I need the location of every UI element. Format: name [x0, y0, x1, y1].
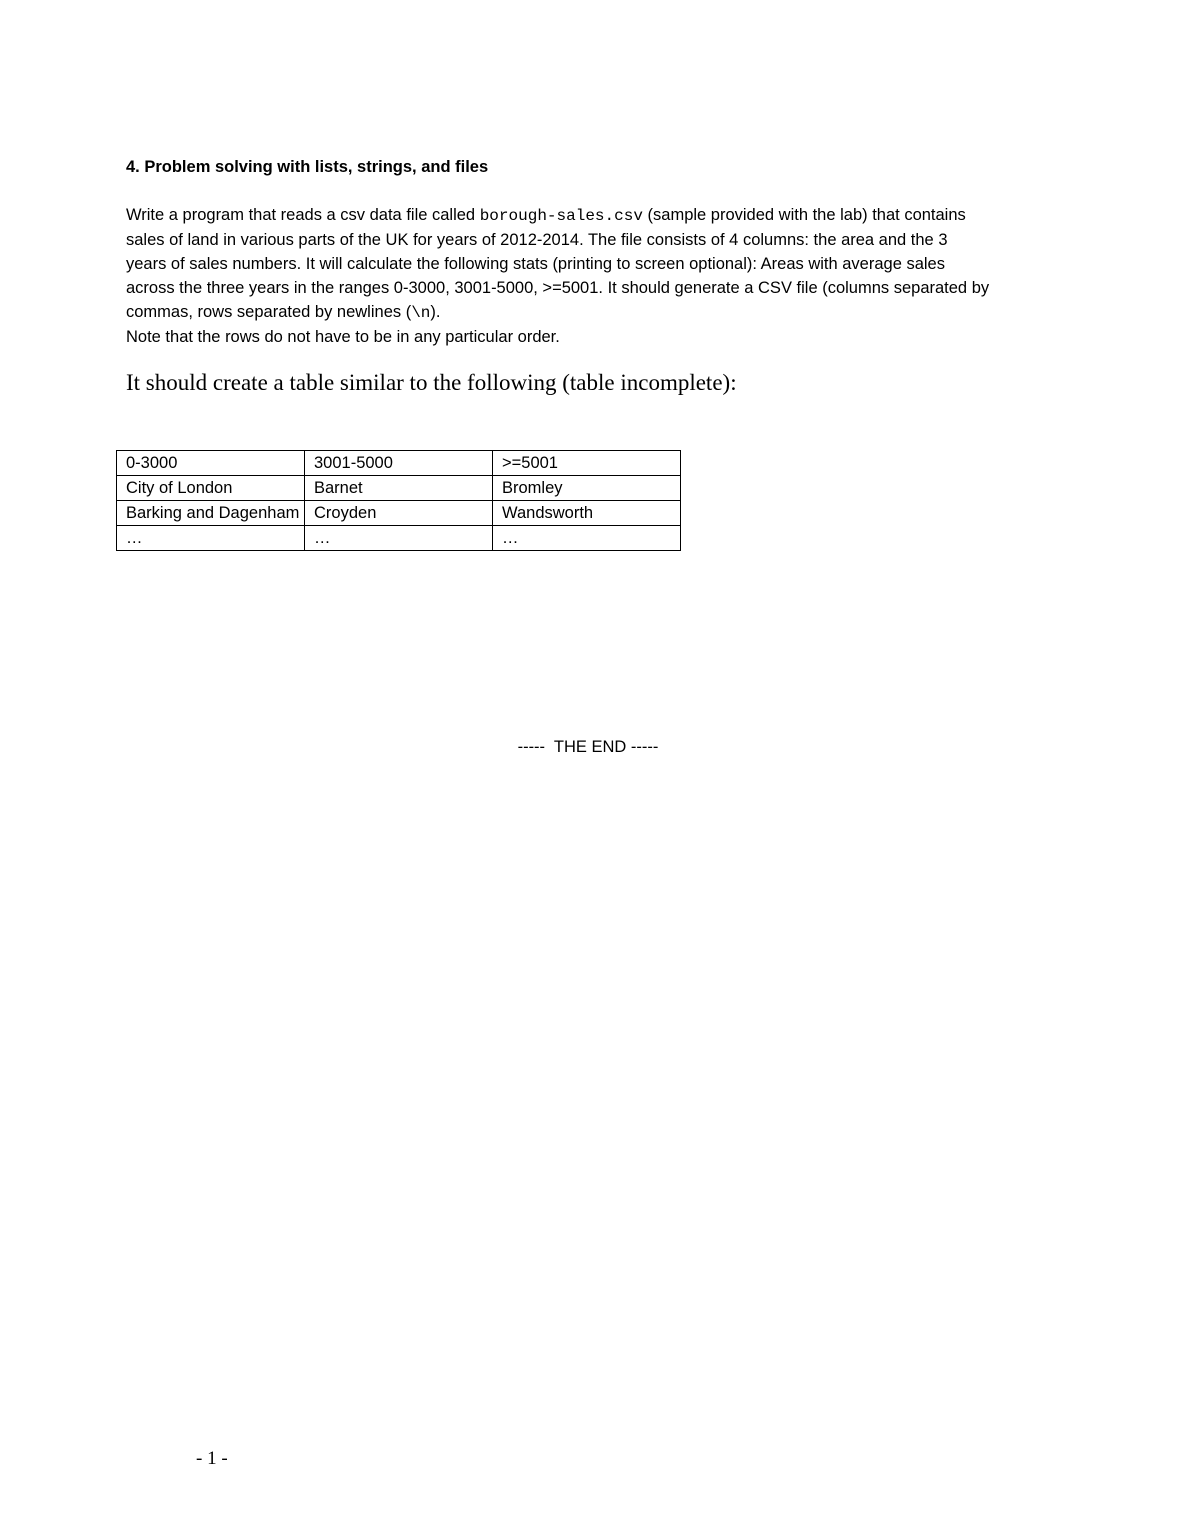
table-cell: … [305, 526, 493, 551]
table-row [117, 501, 681, 526]
description-text: (sample provided with the lab) that contains [642, 206, 966, 224]
description-line-3: years of sales numbers. It will calculate the following stats (printing to screen optional): Areas with average sales [126, 255, 945, 273]
table-row [117, 476, 681, 501]
table-cell: … [117, 526, 305, 551]
table-cell: Croyden [305, 501, 493, 526]
table-header-row [117, 451, 681, 476]
section-heading: 4. Problem solving with lists, strings, and files [126, 158, 489, 176]
description-line-1 [126, 203, 1056, 228]
description-text: commas, rows separated by newlines ( [126, 303, 412, 321]
table-row [117, 526, 681, 551]
table-cell: Barnet [305, 476, 493, 501]
table-cell: 3001-5000 [305, 451, 493, 476]
filename-code: borough-sales.csv [479, 207, 643, 225]
the-end-marker: ----- THE END ----- [517, 738, 659, 756]
table-cell: Wandsworth [493, 501, 681, 526]
table-cell: Barking and Dagenham [117, 501, 305, 526]
table-cell: 0-3000 [117, 451, 305, 476]
table-cell: City of London [117, 476, 305, 501]
table-cell: >=5001 [493, 451, 681, 476]
table-cell: … [493, 526, 681, 551]
problem-description [126, 203, 1056, 349]
description-line-5 [126, 300, 1056, 325]
description-line-4: across the three years in the ranges 0-3000, 3001-5000, >=5001. It should generate a CSV file (columns separated by [126, 279, 990, 297]
description-text: Write a program that reads a csv data file called [126, 206, 480, 224]
page-number: - 1 - [196, 1448, 228, 1469]
newline-code: \n [411, 304, 431, 322]
description-line-2: sales of land in various parts of the UK for years of 2012-2014. The file consists of 4 columns: the area and the 3 [126, 231, 948, 249]
description-line-6: Note that the rows do not have to be in any particular order. [126, 328, 560, 346]
description-text: ). [430, 303, 441, 321]
table-intro: It should create a table similar to the following (table incomplete): [126, 370, 737, 395]
sales-range-table [116, 450, 681, 551]
table-cell: Bromley [493, 476, 681, 501]
